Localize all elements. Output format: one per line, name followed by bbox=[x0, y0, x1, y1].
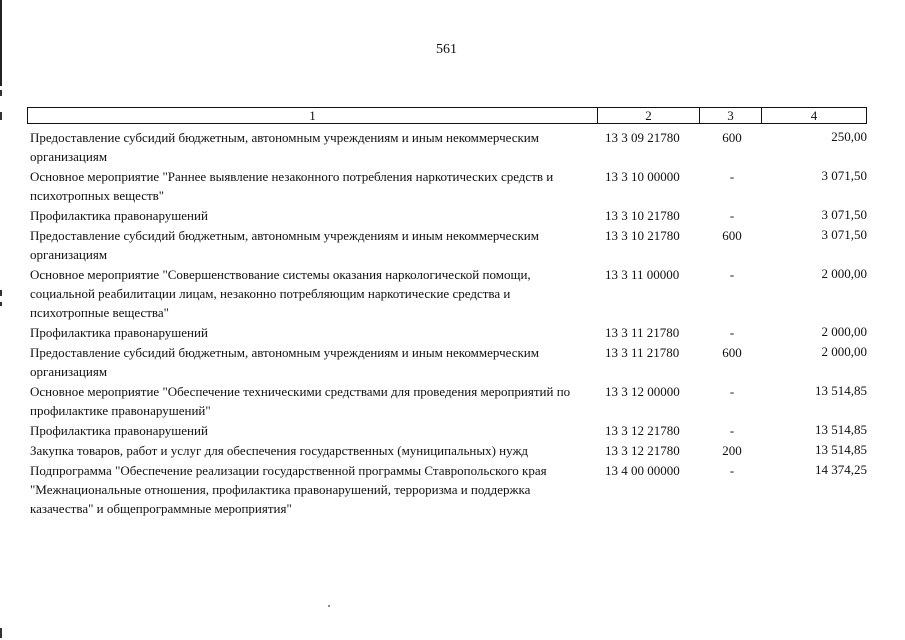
row-amount: 13 514,85 bbox=[815, 442, 867, 457]
row-code: 13 3 12 00000 bbox=[605, 384, 680, 399]
row-amount: 3 071,50 bbox=[821, 207, 867, 222]
scan-edge-mark bbox=[0, 302, 2, 306]
row-amount: 2 000,00 bbox=[821, 344, 867, 359]
table-row bbox=[30, 343, 870, 381]
row-description: Основное мероприятие "Совершенствование системы оказания наркологической помощи, социальной реабилитации лицам, незаконно потребляющим наркотические средства и психотропные вещества" bbox=[30, 267, 531, 320]
row-description: Предоставление субсидий бюджетным, автономным учреждениям и иным некоммерческим организациям bbox=[30, 130, 539, 164]
table-row bbox=[30, 441, 870, 460]
row-expense-type: - bbox=[729, 463, 735, 478]
row-description: Подпрограмма "Обеспечение реализации государственной программы Ставропольского края "Межнациональные отношения, профилактика правонарушений, терроризма и поддержка казачества" и общепрограммные мероприятия" bbox=[30, 463, 547, 516]
scan-edge-mark bbox=[0, 290, 2, 296]
table-header bbox=[27, 107, 867, 124]
row-expense-type: 600 bbox=[722, 345, 742, 360]
row-amount: 14 374,25 bbox=[815, 462, 867, 477]
scan-edge-mark bbox=[0, 90, 2, 96]
row-code: 13 4 00 00000 bbox=[605, 463, 680, 478]
row-expense-type: 600 bbox=[722, 130, 742, 145]
header-cell-1: 1 bbox=[28, 108, 598, 123]
row-expense-type: - bbox=[729, 208, 735, 223]
row-amount: 3 071,50 bbox=[821, 227, 867, 242]
row-expense-type: 200 bbox=[722, 443, 742, 458]
row-amount: 13 514,85 bbox=[815, 422, 867, 437]
row-code: 13 3 09 21780 bbox=[605, 130, 680, 145]
row-code: 13 3 11 21780 bbox=[605, 325, 680, 340]
row-description: Предоставление субсидий бюджетным, автономным учреждениям и иным некоммерческим организациям bbox=[30, 345, 539, 379]
row-expense-type: - bbox=[729, 423, 735, 438]
table-row bbox=[30, 128, 870, 166]
scan-speck bbox=[328, 605, 330, 607]
scan-edge-line bbox=[0, 0, 2, 86]
row-description: Основное мероприятие "Обеспечение техническими средствами для проведения мероприятий по профилактике правонарушений" bbox=[30, 384, 571, 418]
row-code: 13 3 11 00000 bbox=[605, 267, 680, 282]
row-code: 13 3 11 21780 bbox=[605, 345, 680, 360]
row-amount: 250,00 bbox=[831, 129, 867, 144]
row-code: 13 3 10 21780 bbox=[605, 228, 680, 243]
row-description: Профилактика правонарушений bbox=[30, 325, 208, 340]
table-row bbox=[30, 323, 870, 342]
row-expense-type: 600 bbox=[722, 228, 742, 243]
row-description: Предоставление субсидий бюджетным, автономным учреждениям и иным некоммерческим организациям bbox=[30, 228, 539, 262]
row-description: Профилактика правонарушений bbox=[30, 208, 208, 223]
row-code: 13 3 10 21780 bbox=[605, 208, 680, 223]
row-amount: 2 000,00 bbox=[821, 324, 867, 339]
table-body bbox=[30, 128, 870, 519]
row-expense-type: - bbox=[729, 267, 735, 282]
table-row bbox=[30, 265, 870, 322]
table-row bbox=[30, 226, 870, 264]
row-code: 13 3 12 21780 bbox=[605, 443, 680, 458]
row-amount: 3 071,50 bbox=[821, 168, 867, 183]
table-row bbox=[30, 421, 870, 440]
page-number: 561 bbox=[436, 42, 457, 57]
row-description: Основное мероприятие "Раннее выявление незаконного потребления наркотических средств и психотропных веществ" bbox=[30, 169, 554, 203]
table-row bbox=[30, 206, 870, 225]
row-amount: 13 514,85 bbox=[815, 383, 867, 398]
row-expense-type: - bbox=[729, 325, 735, 340]
table-row bbox=[30, 167, 870, 205]
scan-edge-mark bbox=[0, 628, 2, 638]
row-expense-type: - bbox=[729, 384, 735, 399]
row-expense-type: - bbox=[729, 169, 735, 184]
table-row bbox=[30, 382, 870, 420]
row-description: Профилактика правонарушений bbox=[30, 423, 208, 438]
header-cell-2: 2 bbox=[598, 108, 700, 123]
scan-edge-mark bbox=[0, 112, 2, 120]
table-row bbox=[30, 461, 870, 518]
row-amount: 2 000,00 bbox=[821, 266, 867, 281]
header-cell-3: 3 bbox=[700, 108, 762, 123]
row-code: 13 3 12 21780 bbox=[605, 423, 680, 438]
header-cell-4: 4 bbox=[810, 108, 818, 123]
row-description: Закупка товаров, работ и услуг для обеспечения государственных (муниципальных) нужд bbox=[30, 443, 529, 458]
row-code: 13 3 10 00000 bbox=[605, 169, 680, 184]
